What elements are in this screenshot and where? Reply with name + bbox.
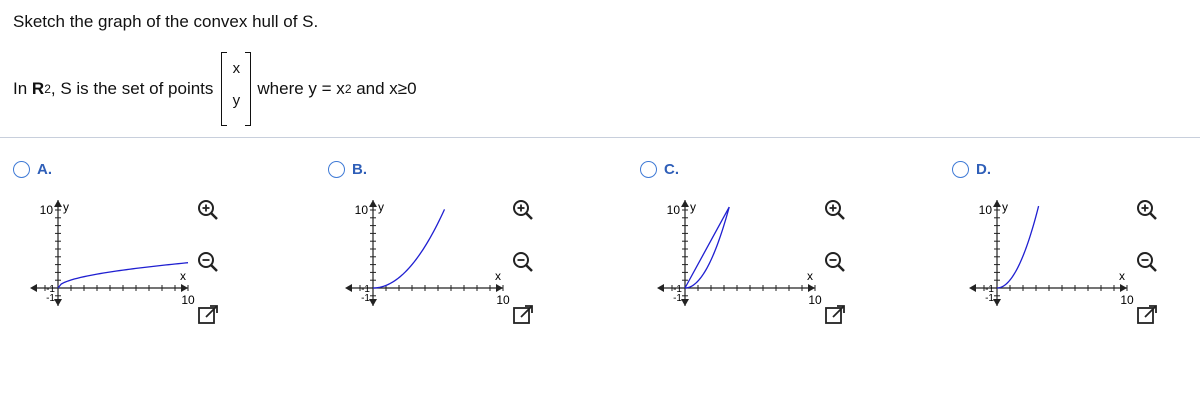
y-axis-arrow-down xyxy=(54,299,62,306)
choice-a xyxy=(13,160,253,360)
x-tick-label: 10 xyxy=(181,293,195,307)
vector-y: y xyxy=(232,92,241,109)
popout-icon[interactable] xyxy=(511,303,535,327)
right-bracket xyxy=(245,52,251,126)
choice-d-graph xyxy=(967,198,1132,308)
y-axis-arrow xyxy=(54,200,62,207)
x-axis-label: x xyxy=(807,269,813,283)
statement-r-symbol: R xyxy=(31,79,45,98)
popout-icon[interactable] xyxy=(823,303,847,327)
neg-y-label: -1 xyxy=(985,293,994,304)
x-axis-arrow xyxy=(181,284,188,292)
neg-x-label: -1 xyxy=(985,284,994,295)
choice-b-graph xyxy=(343,198,508,308)
zoom-in-icon[interactable] xyxy=(196,198,220,222)
graph-curve xyxy=(373,209,445,288)
zoom-out-icon[interactable] xyxy=(1135,250,1159,274)
x-axis-arrow-left xyxy=(345,284,352,292)
y-axis-arrow-down xyxy=(993,299,1001,306)
neg-x-label: -1 xyxy=(673,284,682,295)
choice-a-radio[interactable] xyxy=(13,161,30,178)
choice-b xyxy=(328,160,568,360)
x-axis-arrow xyxy=(808,284,815,292)
x-axis-label: x xyxy=(1119,269,1125,283)
y-axis-arrow-down xyxy=(681,299,689,306)
zoom-in-icon[interactable] xyxy=(1135,198,1159,222)
y-axis-label: y xyxy=(63,200,69,214)
zoom-in-icon[interactable] xyxy=(511,198,535,222)
statement-where-exponent: 2 xyxy=(344,82,352,96)
choice-a-graph xyxy=(28,198,193,308)
neg-x-label: -1 xyxy=(46,284,55,295)
x-axis-arrow xyxy=(496,284,503,292)
choice-c-label: C. xyxy=(664,161,679,178)
graph-chord xyxy=(685,207,729,288)
statement-prefix: In xyxy=(13,79,32,98)
x-tick-label: 10 xyxy=(496,293,510,307)
y-axis-arrow xyxy=(681,200,689,207)
point-vector xyxy=(221,52,251,126)
choice-d-label: D. xyxy=(976,161,991,178)
choice-d-radio[interactable] xyxy=(952,161,969,178)
neg-y-label: -1 xyxy=(361,293,370,304)
statement-r-exponent: 2 xyxy=(44,82,51,96)
statement-tail: and x≥0 xyxy=(351,79,417,98)
graph-curve xyxy=(58,263,188,288)
zoom-in-icon[interactable] xyxy=(823,198,847,222)
y-axis-arrow xyxy=(993,200,1001,207)
neg-y-label: -1 xyxy=(46,293,55,304)
x-axis-arrow-left xyxy=(657,284,664,292)
x-axis-label: x xyxy=(180,269,186,283)
neg-y-label: -1 xyxy=(673,293,682,304)
y-axis-label: y xyxy=(1002,200,1008,214)
x-tick-label: 10 xyxy=(1120,293,1134,307)
y-tick-label: 10 xyxy=(978,203,992,217)
popout-icon[interactable] xyxy=(1135,303,1159,327)
x-tick-label: 10 xyxy=(808,293,822,307)
zoom-out-icon[interactable] xyxy=(511,250,535,274)
popout-icon[interactable] xyxy=(196,303,220,327)
question-text: Sketch the graph of the convex hull of S. xyxy=(13,12,319,31)
statement-middle: , S is the set of points xyxy=(50,79,214,98)
y-axis-label: y xyxy=(378,200,384,214)
y-tick-label: 10 xyxy=(39,203,53,217)
y-tick-label: 10 xyxy=(666,203,680,217)
x-axis-arrow-left xyxy=(30,284,37,292)
choice-b-label: B. xyxy=(352,161,367,178)
y-tick-label: 10 xyxy=(354,203,368,217)
problem-statement xyxy=(13,52,417,126)
x-axis-arrow xyxy=(1120,284,1127,292)
y-axis-arrow xyxy=(369,200,377,207)
zoom-out-icon[interactable] xyxy=(196,250,220,274)
neg-x-label: -1 xyxy=(361,284,370,295)
choice-c xyxy=(640,160,880,360)
statement-where: where y = x xyxy=(257,79,345,98)
choice-a-label: A. xyxy=(37,161,52,178)
choice-c-radio[interactable] xyxy=(640,161,657,178)
x-axis-label: x xyxy=(495,269,501,283)
choice-c-graph xyxy=(655,198,820,308)
graph-curve xyxy=(997,206,1039,288)
vector-x: x xyxy=(232,60,241,77)
x-axis-arrow-left xyxy=(969,284,976,292)
y-axis-arrow-down xyxy=(369,299,377,306)
divider xyxy=(0,137,1200,138)
zoom-out-icon[interactable] xyxy=(823,250,847,274)
choice-d xyxy=(952,160,1192,360)
y-axis-label: y xyxy=(690,200,696,214)
choice-b-radio[interactable] xyxy=(328,161,345,178)
